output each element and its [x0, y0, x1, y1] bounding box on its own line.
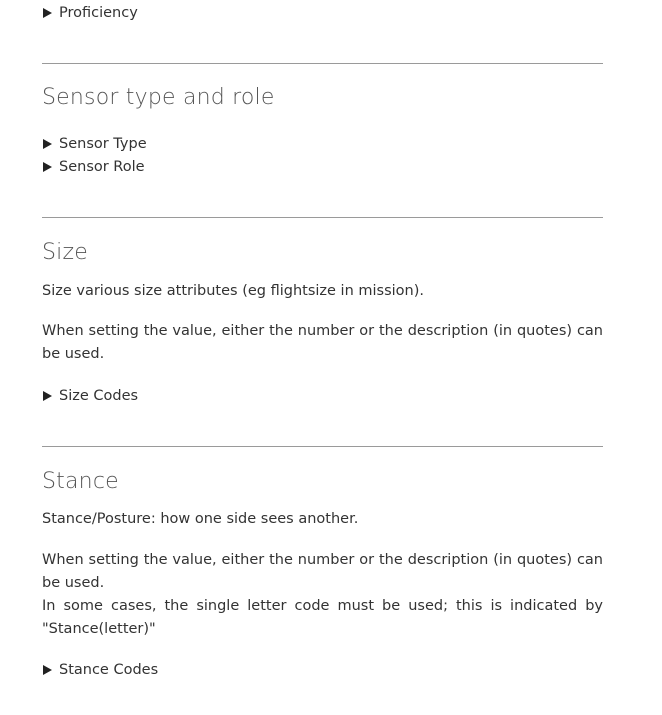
section-heading-stance: Stance	[42, 469, 119, 494]
details-summary: Proficiency	[59, 4, 138, 21]
details-size-codes[interactable]	[42, 384, 138, 407]
details-stance-codes[interactable]	[42, 658, 158, 681]
disclosure-triangle-icon	[43, 665, 52, 675]
section-heading-sensor: Sensor type and role	[42, 85, 275, 110]
size-note-text: When setting the value, either the number or the description (in quotes) can be used.	[42, 323, 603, 362]
details-summary: Stance Codes	[59, 661, 159, 678]
stance-letter-note-text: In some cases, the single letter code must be used; this is indicated by "Stance(letter)"	[42, 598, 603, 637]
section-divider	[42, 63, 603, 64]
details-summary: Sensor Type	[59, 135, 147, 152]
details-sensor-type[interactable]	[42, 132, 147, 155]
disclosure-triangle-icon	[43, 139, 52, 149]
section-heading-size: Size	[42, 240, 88, 265]
details-summary: Size Codes	[59, 387, 139, 404]
size-intro-text: Size various size attributes (eg flightsize in mission).	[42, 283, 424, 299]
section-divider	[42, 446, 603, 447]
disclosure-triangle-icon	[43, 391, 52, 401]
stance-note-text: When setting the value, either the number or the description (in quotes) can be used.	[42, 552, 603, 591]
stance-intro-text: Stance/Posture: how one side sees another.	[42, 511, 359, 527]
disclosure-triangle-icon	[43, 8, 52, 18]
details-proficiency[interactable]	[42, 1, 138, 24]
details-sensor-role[interactable]	[42, 155, 145, 178]
details-summary: Sensor Role	[59, 158, 145, 175]
section-divider	[42, 217, 603, 218]
disclosure-triangle-icon	[43, 162, 52, 172]
